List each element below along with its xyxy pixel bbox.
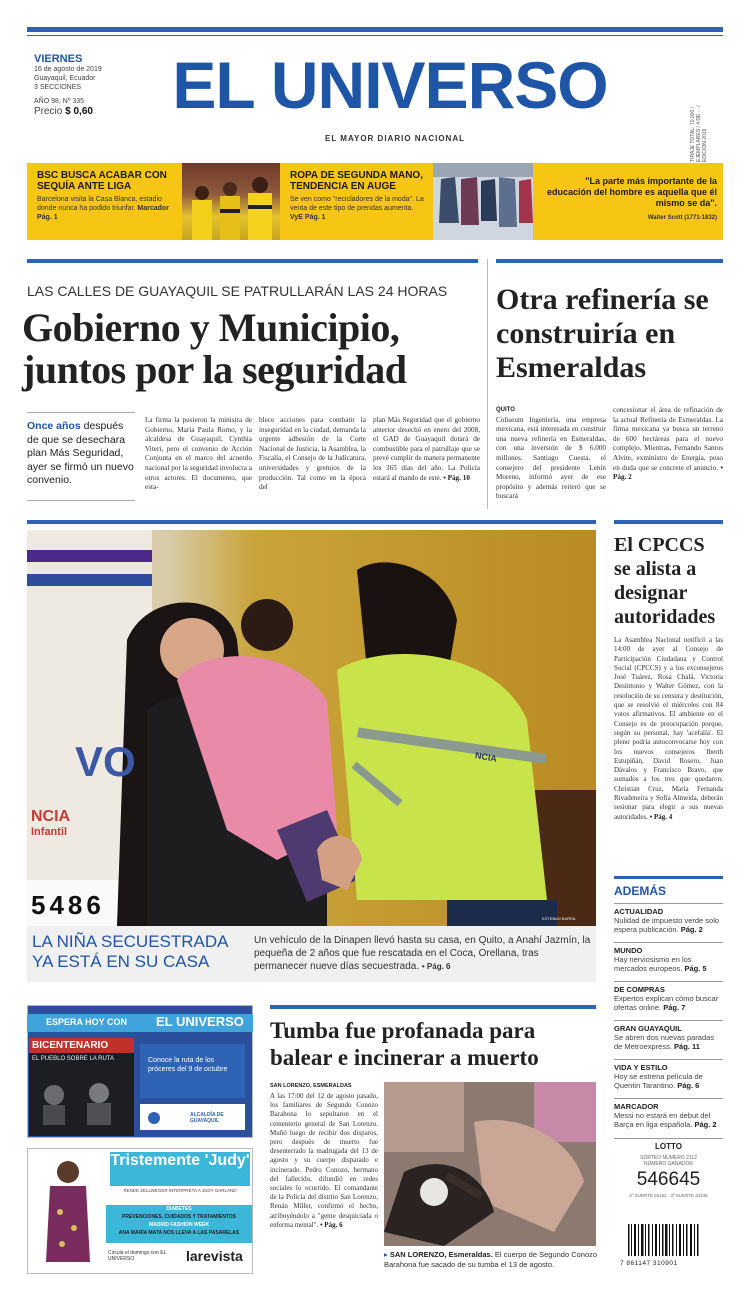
ademas-item-body: Messi no estará en debut del Barça en liga española.	[614, 1111, 711, 1129]
ademas-rule	[614, 876, 723, 879]
ad-revista-sub: RENÉE ZELLWEGER INTERPRETA A JUDY GARLAND	[123, 1188, 237, 1193]
photo-vest-text: NCIA	[474, 750, 498, 764]
date: 16 de agosto de 2019	[34, 66, 102, 73]
ademas-item-tag: GRAN GUAYAQUIL	[614, 1024, 682, 1033]
lotto-rule	[614, 1138, 723, 1139]
tomb-ref[interactable]: • Pág. 6	[320, 1220, 343, 1229]
ademas-item[interactable]	[614, 1098, 723, 1137]
ad-revista-brand: larevista	[186, 1248, 243, 1264]
promo-ropa-ref: VyE Pág. 1	[290, 214, 326, 221]
refinery-dateline: QUITO	[496, 407, 515, 413]
ademas-item-body: Expertos explican cómo buscar ofertas online.	[614, 994, 719, 1012]
tomb-rule	[270, 1005, 596, 1009]
ademas-item-text	[614, 955, 723, 973]
photo-rule	[27, 520, 596, 524]
ademas-item-ref: Pág. 5	[684, 964, 707, 973]
lead-col-3-text: plan Más Seguridad que el gobierno anterior desechó en enero del 2008, el GAD de Guayaquil dotará de combustible para el patrullaje que se prevé cumplir de manera permanente los 365 días del año. La Policía estará al mando de este.	[373, 416, 480, 482]
lead-col-2: blece acciones para combatir la inseguridad en la ciudad, demanda la urgente adhesión de la Corte Nacional de Justicia, la Asamblea, la Fiscalía, el Consejo de la Judicatura, universidades y gremios de la producción. Tal como en la época del	[259, 416, 366, 492]
ademas-item-ref: Pág. 2	[694, 1120, 717, 1129]
lotto-sub2: 3ª SUERTE 34236	[670, 1193, 708, 1198]
cpccs-ref[interactable]: • Pág. 4	[649, 812, 673, 821]
price-label: Precio	[34, 106, 63, 117]
ademas-item[interactable]	[614, 1059, 723, 1098]
promo-bsc-photo	[182, 163, 280, 240]
top-rule	[27, 27, 723, 32]
lead-headline[interactable]: Gobierno y Municipio, juntos por la seguridad	[22, 305, 407, 392]
masthead-side-note	[690, 92, 722, 162]
ad-revista-line1: DIABETES	[166, 1206, 192, 1212]
lotto-box	[614, 1142, 723, 1198]
sections: 3 SECCIONES	[34, 84, 82, 91]
ad-revista-lines	[106, 1205, 252, 1243]
tomb-caption: ▸ SAN LORENZO, Esmeraldas. El cuerpo de Segundo Conozo Barahona fue sacado de su tumba el 13 de agosto.	[384, 1250, 598, 1269]
ademas-item-tag: MARCADOR	[614, 1102, 659, 1111]
photo-caption-body: Un vehículo de la Dinapen llevó hasta su casa, en Quito, a Anahí Jazmín, la pequeña de 2 años que fue rescatada en el Coca, Orellana, tras permanecer nueve días secuestrada.	[254, 935, 591, 972]
refinery-col-1-text: Coliseum Ingeniería, una empresa mexicana, está interesada en construir una nueva refinería en Esmeraldas, con una inversión de $ 6.000 millones. Santiago Cuesta, el consejero del presidente Lenín Moreno, informó ayer de ese propósito y además reiteró que se buscará	[496, 415, 606, 501]
cpccs-headline[interactable]: El CPCCS se alista a designar autoridades	[614, 534, 716, 628]
tomb-text: A las 17:00 del 12 de agosto pasado, los familiares de Segundo Conozo Barahona lo sepultaron en el cementerio general de San Lorenzo. Muñó luego de recibir dos disparos, pero después de muerto fue desenterrado la madrugada del 13 de agosto y su cuerpo disparado e incinerado. Pedro Conozo, hermano del fallecido, difundió en redes sociales lo ocurrido. El comandante de la Policía del distrito San Lorenzo, Renán Miller, confirmó el hecho, atribuyéndolo a "gente desquiciada o enferma mental".	[270, 1092, 378, 1229]
ad-elu-text-box	[140, 1044, 245, 1098]
top-thin-rule	[27, 35, 723, 36]
main-photo	[27, 530, 596, 926]
tomb-dateline: SAN LORENZO, ESMERALDAS	[270, 1083, 352, 1089]
lotto-label: NÚMERO GANADOR	[644, 1161, 693, 1167]
promo-bsc-body: Barcelona visita la Casa Blanca, estadio donde nunca ha podido triunfar.	[37, 196, 162, 212]
refinery-col-2-ref[interactable]: • Pág. 2	[613, 463, 723, 482]
ad-revista-line4: ANA MARÍA MATA NOS LLEVA A LAS PASARELAS	[118, 1230, 240, 1236]
ad-revista-line2: PREVENCIONES, CUIDADOS Y TRATAMIENTOS	[122, 1214, 236, 1220]
promo-bsc-ref: Marcador Pág. 1	[37, 205, 169, 221]
lead-summary-rule	[27, 412, 135, 413]
tomb-caption-bold: SAN LORENZO, Esmeraldas.	[389, 1250, 493, 1259]
side-note-text: TIRAJE TOTAL: 70.000 / EJEMPLARES / 4 DE ... / EDICIÓN 2019	[690, 105, 708, 162]
ademas-item-text	[614, 1111, 723, 1129]
lead-summary	[27, 420, 137, 488]
ademas-item[interactable]	[614, 942, 723, 981]
ad-revista-photo	[28, 1152, 106, 1272]
ademas-list	[614, 903, 723, 1137]
ad-revista-line3: MADRID FASHION WEEK	[149, 1222, 209, 1228]
promo-item-ropa[interactable]	[290, 170, 428, 222]
tomb-caption-text: El cuerpo de Segundo Conozo Barahona fue sacado de su tumba el 13 de agosto.	[384, 1250, 598, 1269]
masthead-info	[34, 53, 144, 117]
promo-ropa-photo	[433, 163, 533, 240]
lead-rule	[27, 259, 478, 263]
ademas-item[interactable]	[614, 981, 723, 1020]
tagline: EL MAYOR DIARIO NACIONAL	[324, 134, 465, 143]
promo-ropa-body: Se ven como "recicladores de la moda". La venta de este tipo de prendas aumenta.	[290, 196, 424, 212]
lead-col-3-ref[interactable]: • Pág. 10	[443, 473, 470, 482]
ademas-item-text	[614, 994, 723, 1012]
ad-elu-book-art	[29, 1065, 134, 1125]
ad-elu-banner-text: ESPERA HOY CON	[46, 1017, 128, 1027]
lotto-number: 546645	[636, 1169, 701, 1190]
ad-elu-logos	[140, 1104, 245, 1130]
ad-elu-book-sub: EL PUEBLO SOBRE LA RUTA	[32, 1056, 115, 1062]
quote-text: "La parte más importante de la educación del hombre es aquella que él mismo se da".	[546, 176, 717, 208]
ademas-item-tag: ACTUALIDAD	[614, 907, 664, 916]
refinery-col-2-text: concesionar el área de refinación de la actual Refinería de Esmeraldas. La firma mexicana ya busca un terreno de 600 hectáreas para el nuevo complejo. Mientras, Fernando Santos Alvite, exministro de Energía, puso en duda que se concrete el anuncio.	[613, 406, 723, 472]
ad-revista-title-box	[110, 1152, 250, 1186]
photo-sign-ncia: NCIA	[31, 808, 71, 825]
vertical-divider	[487, 259, 488, 509]
refinery-col-2	[613, 406, 723, 506]
edition: AÑO 98, Nº 335	[34, 98, 85, 105]
lotto-sub1: 2º SUERTE 26162	[629, 1193, 667, 1198]
ademas-item-tag: DE COMPRAS	[614, 985, 665, 994]
ad-elu-logo: ALCALDÍA DE GUAYAQUIL	[190, 1112, 224, 1124]
ademas-item-body: Hay nerviosismo en los mercados europeos.	[614, 955, 692, 973]
price: $ 0,60	[65, 106, 93, 117]
city: Guayaquil, Ecuador	[34, 75, 96, 82]
photo-caption-text	[254, 934, 594, 973]
ademas-item-text	[614, 1033, 723, 1051]
photo-caption-headline: LA NIÑA SECUESTRADA YA ESTÁ EN SU CASA	[32, 932, 228, 971]
day: VIERNES	[34, 53, 83, 65]
cpccs-rule	[614, 520, 723, 524]
ad-revista-footer: Circula el domingo con EL UNIVERSO	[108, 1250, 167, 1262]
ademas-item-body: Hoy se estrena película de Quentin Tarantino.	[614, 1072, 703, 1090]
lotto-draw: SORTEO NÚMERO 2112	[640, 1155, 697, 1161]
price-row	[34, 106, 144, 117]
lead-summary-bold: Once años	[27, 420, 81, 432]
ademas-item-tag: VIDA Y ESTILO	[614, 1063, 668, 1072]
ademas-item-ref: Pág. 7	[663, 1003, 686, 1012]
lead-col-1: La firma la pusieron la ministra de Gobierno, María Paula Romo, y la alcaldesa de Guayaquil, Cynthia Viteri, pero el convenio de Acción Conjunta en el marco del acuerdo nacional por la seguridad involucra a otros actores. El documento, que esta-	[145, 416, 252, 492]
lead-col-3	[373, 416, 480, 506]
ademas-item-ref: Pág. 2	[680, 925, 703, 934]
lotto-title: LOTTO	[655, 1142, 682, 1151]
lotto-sub	[614, 1193, 723, 1198]
ad-elu-logo-icon	[148, 1112, 160, 1124]
promo-bsc-text	[37, 195, 177, 222]
refinery-col-1	[496, 406, 606, 506]
promo-bsc-headline: BSC BUSCA ACABAR CON SEQUÍA ANTE LIGA	[37, 170, 167, 192]
ademas-item-ref: Pág. 11	[674, 1042, 700, 1051]
promo-item-bsc[interactable]	[37, 170, 177, 222]
ad-elu-brand: EL UNIVERSO	[156, 1014, 244, 1029]
photo-credit: ESTEBAN BARRA	[542, 916, 576, 921]
ademas-item[interactable]	[614, 903, 723, 942]
barcode-number: 7 861147 310901	[620, 1260, 678, 1267]
masthead-title: EL UNIVERSO	[172, 48, 608, 122]
refinery-headline[interactable]: Otra refinería se construiría en Esmeraldas	[496, 283, 709, 384]
lead-summary-rule-bottom	[27, 500, 135, 501]
ad-elu-book-title: BICENTENARIO	[29, 1038, 134, 1053]
ademas-item-ref: Pág. 6	[677, 1081, 700, 1090]
ademas-title: ADEMÁS	[614, 884, 667, 898]
ademas-item-tag: MUNDO	[614, 946, 643, 955]
photo-sign-numbers: 5486	[31, 890, 105, 920]
tomb-photo	[384, 1082, 596, 1246]
photo-sign-infantil: Infantil	[31, 826, 68, 838]
ademas-item[interactable]	[614, 1020, 723, 1059]
ad-revista-title: Tristemente 'Judy'	[110, 1152, 250, 1169]
ademas-item-text	[614, 1072, 723, 1090]
ademas-item-body: Nulidad de impuesto verde solo espera publicación.	[614, 916, 720, 934]
promo-ropa-text	[290, 195, 428, 222]
tomb-body	[270, 1092, 378, 1282]
ademas-item-text	[614, 916, 723, 934]
lead-summary-text: después de que se desechara plan Más Seguridad, ayer se firmó un nuevo convenio.	[27, 420, 134, 486]
refinery-rule	[496, 259, 723, 263]
tomb-headline[interactable]: Tumba fue profanada para balear e incinerar a muerto	[270, 1018, 539, 1070]
cpccs-body	[614, 636, 723, 861]
ademas-item-body: Se abren dos nuevas paradas de Metroexpress.	[614, 1033, 715, 1051]
cpccs-text: La Asamblea Nacional notificó a las 14:00 de ayer al Consejo de Participación Ciudadana y Control Social (CPCCS) y a los exconsejeros José Tuárez, Rosa Chalá, Victoria Desintonio y Walter Gómez, con la resolución de su censura y destitución, que se resolvió el miércoles con 84 votos afirmativos. El ambiente en el Consejo es de preocupación porque, según su personal, hay 'acefalía'. El pleno podría autoconvocarse hoy con los nuevos consejeros Iberth Estupiñán, David Rosero, Juan Dávalos y Francisco Bravo, que sumados a los tres que quedaron: Christian Cruz, María Fernanda Rivadeneira y Sofía Almeida, deberán sesionar para elegir a sus nuevas autoridades.	[614, 636, 723, 821]
lead-kicker: LAS CALLES DE GUAYAQUIL SE PATRULLARÁN LAS 24 HORAS	[27, 283, 448, 299]
quote-author: Walter Scott (1771-1832)	[647, 215, 717, 221]
photo-sign-vo: VO	[75, 738, 136, 785]
promo-ropa-headline: ROPA DE SEGUNDA MANO, TENDENCIA EN AUGE	[290, 170, 423, 192]
ad-elu-text: Conoce la ruta de los próceres del 9 de octubre	[148, 1057, 228, 1073]
ad-elu-book	[29, 1038, 134, 1136]
photo-caption-ref[interactable]: • Pág. 6	[421, 962, 451, 971]
barcode-bars	[624, 1224, 704, 1260]
barcode	[624, 1224, 704, 1260]
promo-quote	[545, 176, 717, 221]
